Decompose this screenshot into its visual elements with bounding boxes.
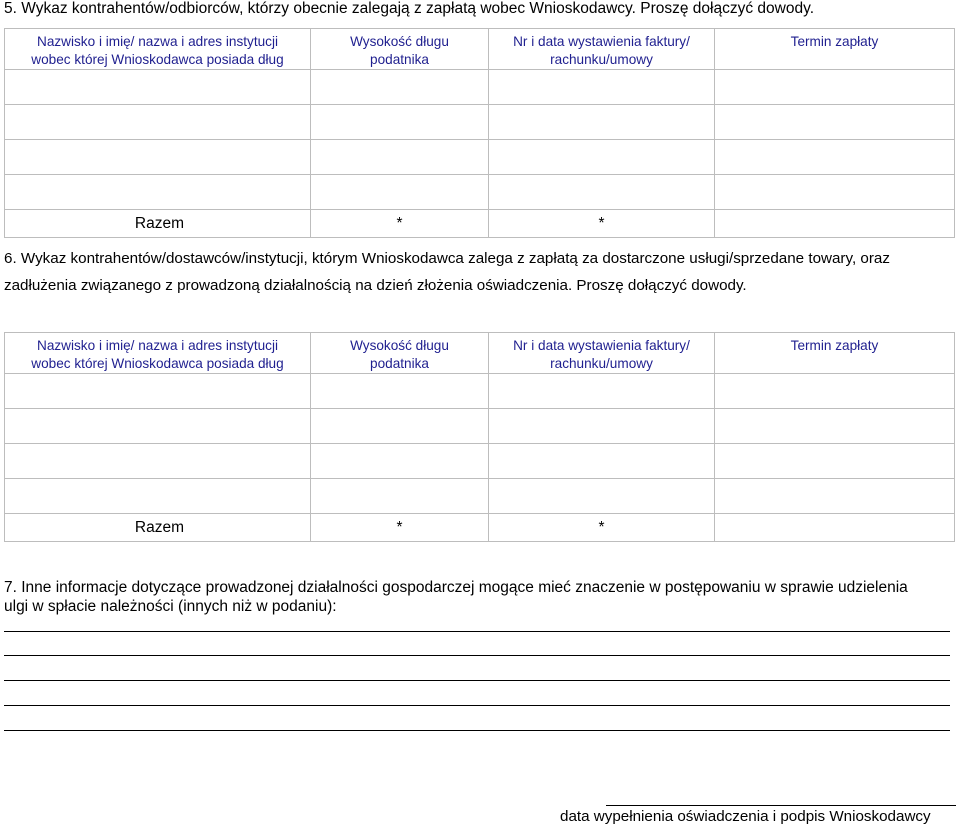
total-date: * (489, 210, 715, 238)
table-row (5, 105, 955, 140)
cell-invoice[interactable] (489, 175, 715, 210)
cell-name[interactable] (5, 105, 311, 140)
table-row (5, 175, 955, 210)
total-row (5, 210, 955, 238)
cell-due[interactable] (715, 105, 955, 140)
total-amount: * (311, 514, 489, 542)
table-row (5, 140, 955, 175)
total-empty (715, 514, 955, 542)
section-6-table (4, 332, 955, 542)
cell-amount[interactable] (311, 70, 489, 105)
answer-line[interactable] (4, 730, 950, 731)
cell-due[interactable] (715, 479, 955, 514)
table-header-row (5, 29, 955, 70)
cell-invoice[interactable] (489, 70, 715, 105)
cell-invoice[interactable] (489, 409, 715, 444)
table-row (5, 374, 955, 409)
cell-amount[interactable] (311, 175, 489, 210)
cell-invoice[interactable] (489, 479, 715, 514)
cell-amount[interactable] (311, 444, 489, 479)
total-amount: * (311, 210, 489, 238)
cell-due[interactable] (715, 409, 955, 444)
table-header-row (5, 333, 955, 374)
header-invoice-number-date: Nr i data wystawienia faktury/ rachunku/umowy (489, 333, 715, 374)
table-row (5, 479, 955, 514)
cell-invoice[interactable] (489, 140, 715, 175)
cell-due[interactable] (715, 374, 955, 409)
signature-line[interactable] (606, 805, 956, 806)
table-row (5, 444, 955, 479)
total-label: Razem (5, 514, 311, 542)
cell-invoice[interactable] (489, 444, 715, 479)
cell-name[interactable] (5, 175, 311, 210)
total-date: * (489, 514, 715, 542)
answer-line[interactable] (4, 655, 950, 656)
cell-invoice[interactable] (489, 105, 715, 140)
cell-amount[interactable] (311, 140, 489, 175)
cell-amount[interactable] (311, 409, 489, 444)
cell-amount[interactable] (311, 374, 489, 409)
total-empty (715, 210, 955, 238)
cell-name[interactable] (5, 479, 311, 514)
header-payment-due: Termin zapłaty (715, 333, 955, 374)
cell-amount[interactable] (311, 479, 489, 514)
cell-name[interactable] (5, 140, 311, 175)
section-5-table (4, 28, 955, 238)
header-creditor-name: Nazwisko i imię/ nazwa i adres instytucji wobec której Wnioskodawca posiada dług (5, 29, 311, 70)
cell-invoice[interactable] (489, 374, 715, 409)
section-7-heading-line-2: ulgi w spłacie należności (innych niż w podaniu): (4, 598, 337, 615)
cell-name[interactable] (5, 70, 311, 105)
cell-amount[interactable] (311, 105, 489, 140)
cell-due[interactable] (715, 70, 955, 105)
header-invoice-number-date: Nr i data wystawienia faktury/ rachunku/umowy (489, 29, 715, 70)
cell-name[interactable] (5, 409, 311, 444)
table-row (5, 409, 955, 444)
answer-line[interactable] (4, 705, 950, 706)
section-6-heading: 6. Wykaz kontrahentów/dostawców/instytucji, którym Wnioskodawca zalega z zapłatą za dostarczone usługi/sprzedane towary, oraz zadłużenia związanego z prowadzoną działalnością na dzień złożenia oświadczenia. Proszę dołączyć dowody. (4, 250, 890, 294)
cell-name[interactable] (5, 374, 311, 409)
header-payment-due: Termin zapłaty (715, 29, 955, 70)
section-7-heading-line-1: 7. Inne informacje dotyczące prowadzonej działalności gospodarczej mogące mieć znaczenie w postępowaniu w sprawie udzielenia (4, 579, 908, 596)
total-label: Razem (5, 210, 311, 238)
cell-due[interactable] (715, 140, 955, 175)
total-row (5, 514, 955, 542)
answer-line[interactable] (4, 680, 950, 681)
header-debt-amount: Wysokość długu podatnika (311, 29, 489, 70)
section-5-heading: 5. Wykaz kontrahentów/odbiorców, którzy obecnie zalegają z zapłatą wobec Wnioskodawcy. Proszę dołączyć dowody. (4, 0, 814, 17)
cell-due[interactable] (715, 175, 955, 210)
header-creditor-name: Nazwisko i imię/ nazwa i adres instytucji wobec której Wnioskodawca posiada dług (5, 333, 311, 374)
header-debt-amount: Wysokość długu podatnika (311, 333, 489, 374)
cell-due[interactable] (715, 444, 955, 479)
answer-line[interactable] (4, 631, 950, 632)
signature-label: data wypełnienia oświadczenia i podpis Wnioskodawcy (560, 808, 931, 825)
table-row (5, 70, 955, 105)
cell-name[interactable] (5, 444, 311, 479)
